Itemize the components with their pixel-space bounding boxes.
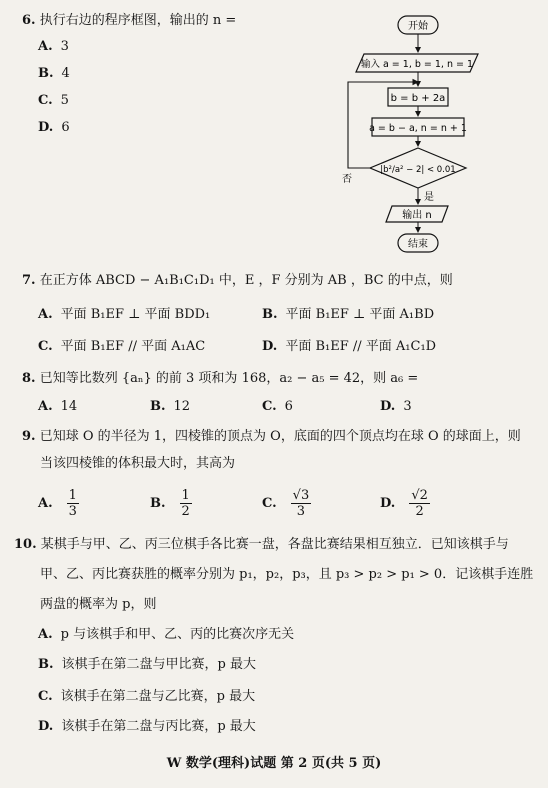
program-flowchart: [330, 10, 500, 255]
q6-option-c-text: 5: [60, 93, 69, 108]
q9-option-a-letter: A.: [38, 496, 53, 511]
page-footer: W 数学(理科)试题 第 2 页(共 5 页): [166, 756, 382, 771]
q9-option-b-denominator: 2: [181, 504, 190, 519]
q9-option-d-letter: D.: [380, 496, 396, 511]
q9-option-c-fraction: [291, 488, 312, 519]
flow-condition-label: |b²/a² − 2| < 0.01: [380, 165, 456, 175]
q10-number: 10.: [14, 537, 37, 552]
q10-text-2: 甲、乙、丙比赛获胜的概率分别为 p₁，p₂，p₃，且 p₃ > p₂ > p₁ > 0．记该棋手连胜: [40, 567, 534, 582]
q10-stem-line1: [14, 536, 509, 554]
q7-option-b-text: 平面 B₁EF ⊥ 平面 A₁BD: [285, 307, 435, 322]
q9-option-c-numerator: √3: [292, 488, 310, 503]
q7-option-b: [262, 306, 434, 324]
q7-option-b-letter: B.: [262, 307, 278, 322]
flow-output-label: 输出 n: [402, 210, 432, 221]
q7-option-c: [38, 338, 205, 356]
flow-no-label: 否: [342, 174, 352, 185]
q7-option-a: [38, 306, 210, 324]
q8-text: 已知等比数列 {aₙ} 的前 3 项和为 168，a₂ − a₅ = 42，则 a₆ =: [39, 371, 419, 386]
q8-option-d: [380, 398, 412, 416]
flow-start-label: 开始: [408, 21, 428, 32]
flow-yes-label: 是: [424, 192, 434, 203]
q7-option-a-letter: A.: [38, 307, 53, 322]
q10-option-c: [38, 688, 255, 706]
q9-option-c: [262, 488, 311, 519]
q6-option-a-text: 3: [60, 39, 69, 54]
q6-option-a-letter: A.: [38, 39, 53, 54]
q9-option-a-denominator: 3: [68, 504, 77, 519]
q6-option-d-letter: D.: [38, 120, 54, 135]
q9-option-d-denominator: 2: [415, 504, 424, 519]
q9-option-d-fraction: [409, 488, 430, 519]
q7-option-d-letter: D.: [262, 339, 278, 354]
q10-option-b-text: 该棋手在第二盘与甲比赛，p 最大: [61, 657, 256, 672]
q10-option-b-letter: B.: [38, 657, 54, 672]
q9-stem-line2: [40, 455, 235, 473]
q8-option-a-text: 14: [60, 399, 78, 414]
q7-option-a-text: 平面 B₁EF ⊥ 平面 BDD₁: [60, 307, 211, 322]
q10-option-d-letter: D.: [38, 719, 54, 734]
q10-option-a: [38, 626, 294, 644]
q9-option-b-letter: B.: [150, 496, 166, 511]
q9-option-c-letter: C.: [262, 496, 277, 511]
q8-stem: [22, 370, 418, 388]
q6-text: 执行右边的程序框图，输出的 n =: [39, 13, 237, 28]
q9-text-2: 当该四棱锥的体积最大时，其高为: [40, 456, 236, 471]
q7-option-d: [262, 338, 436, 356]
q6-option-b: [38, 65, 70, 83]
q10-stem-line3: [40, 596, 156, 614]
q8-option-d-text: 3: [403, 399, 412, 414]
q7-text: 在正方体 ABCD − A₁B₁C₁D₁ 中，E ，F 分别为 AB ，BC 的中点，则: [39, 273, 453, 288]
q9-option-a-fraction: [67, 488, 79, 519]
flow-step1-label: b = b + 2a: [390, 93, 446, 104]
flow-end-label: 结束: [408, 239, 428, 250]
q10-text-3: 两盘的概率为 p，则: [40, 597, 157, 612]
q6-number: 6.: [22, 13, 36, 28]
q6-stem: [22, 12, 236, 30]
q8-option-b-letter: B.: [150, 399, 166, 414]
q8-number: 8.: [22, 371, 36, 386]
q10-option-c-letter: C.: [38, 689, 53, 704]
q9-option-b-numerator: 1: [181, 488, 190, 503]
q6-option-c-letter: C.: [38, 93, 53, 108]
q6-option-d: [38, 119, 70, 137]
q7-option-c-letter: C.: [38, 339, 53, 354]
q10-option-c-text: 该棋手在第二盘与乙比赛，p 最大: [60, 689, 256, 704]
q8-option-c: [262, 398, 293, 416]
q10-option-d-text: 该棋手在第二盘与丙比赛，p 最大: [61, 719, 256, 734]
q9-option-d: [380, 488, 430, 519]
q9-stem-line1: [22, 428, 521, 446]
q8-option-b: [150, 398, 190, 416]
q10-option-b: [38, 656, 256, 674]
q10-text-1: 某棋手与甲、乙、丙三位棋手各比赛一盘，各盘比赛结果相互独立．已知该棋手与: [40, 537, 509, 552]
q9-option-d-numerator: √2: [411, 488, 428, 503]
q9-option-a-numerator: 1: [68, 488, 77, 503]
q8-option-b-text: 12: [173, 399, 191, 414]
q8-option-c-letter: C.: [262, 399, 277, 414]
q9-option-c-denominator: 3: [296, 504, 306, 519]
q9-option-b-fraction: [180, 488, 192, 519]
q6-option-a: [38, 38, 69, 56]
q6-option-b-letter: B.: [38, 66, 54, 81]
q10-stem-line2: [40, 566, 533, 584]
q9-option-b: [150, 488, 192, 519]
q8-option-d-letter: D.: [380, 399, 396, 414]
q7-option-c-text: 平面 B₁EF // 平面 A₁AC: [60, 339, 206, 354]
q10-option-d: [38, 718, 256, 736]
q6-option-d-text: 6: [61, 120, 70, 135]
q9-option-a: [38, 488, 79, 519]
q9-number: 9.: [22, 429, 36, 444]
q8-option-a: [38, 398, 77, 416]
flow-input-label: 输入 a = 1, b = 1, n = 1: [360, 59, 474, 70]
q8-option-c-text: 6: [284, 399, 293, 414]
q6-option-b-text: 4: [61, 66, 70, 81]
q7-stem: [22, 272, 453, 290]
flow-step2-label: a = b − a, n = n + 1: [369, 123, 467, 134]
q7-option-d-text: 平面 B₁EF // 平面 A₁C₁D: [285, 339, 437, 354]
q6-option-c: [38, 92, 69, 110]
q10-option-a-text: p 与该棋手和甲、乙、丙的比赛次序无关: [60, 627, 295, 642]
q7-number: 7.: [22, 273, 36, 288]
q8-option-a-letter: A.: [38, 399, 53, 414]
q9-text-1: 已知球 O 的半径为 1，四棱锥的顶点为 O，底面的四个顶点均在球 O 的球面上，则: [39, 429, 521, 444]
q10-option-a-letter: A.: [38, 627, 53, 642]
